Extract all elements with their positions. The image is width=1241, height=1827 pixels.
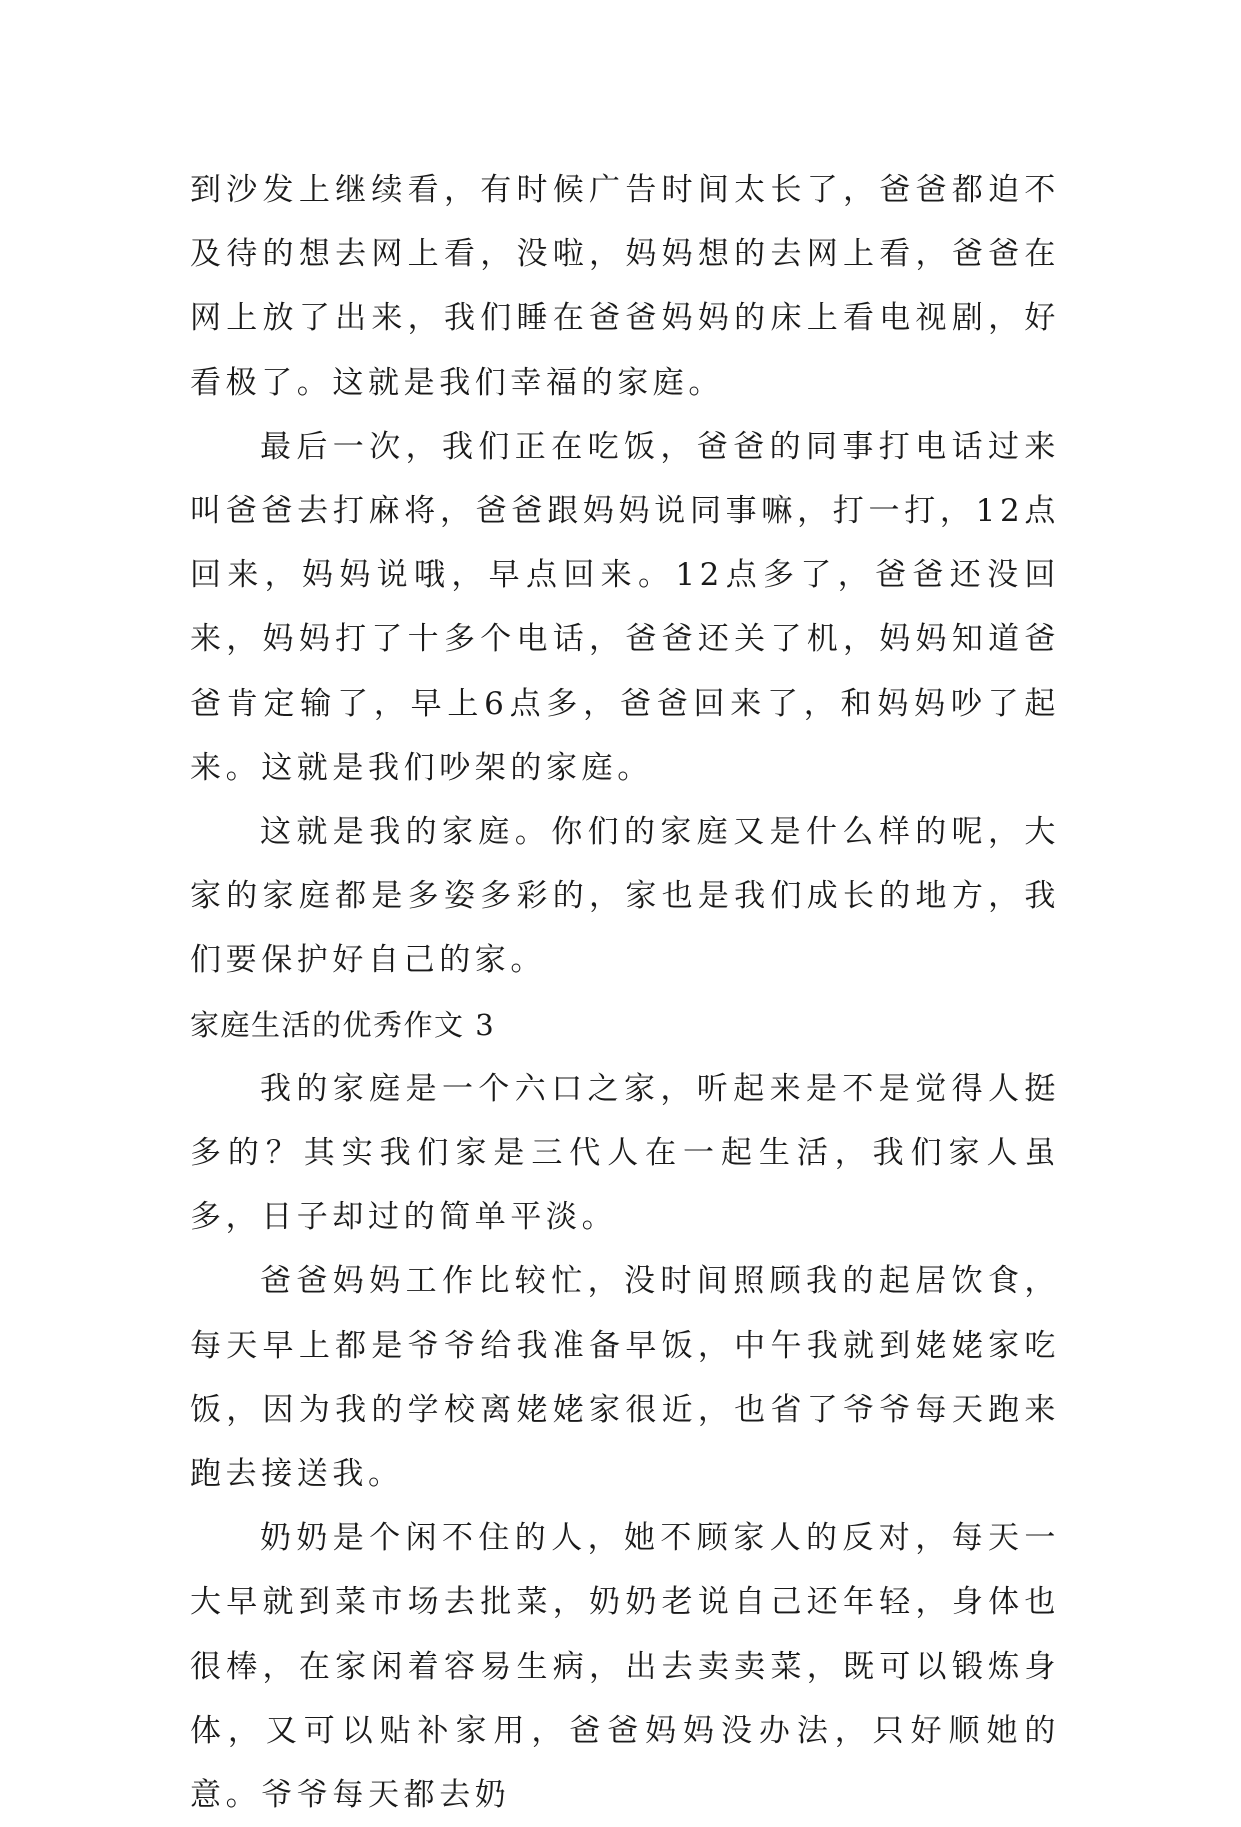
- paragraph: 这就是我的家庭。你们的家庭又是什么样的呢，大家的家庭都是多姿多彩的，家也是我们成长的地方，我们要保护好自己的家。: [190, 814, 1060, 979]
- paragraph: 我的家庭是一个六口之家，听起来是不是觉得人挺多的？其实我们家是三代人在一起生活，我们家人虽多，日子却过的简单平淡。: [190, 1070, 1060, 1236]
- paragraph: 到沙发上继续看，有时候广告时间太长了，爸爸都迫不及待的想去网上看，没啦，妈妈想的去网上看，爸爸在网上放了出来，我们睡在爸爸妈妈的床上看电视剧，好看极了。这就是我们幸福的家庭。: [190, 172, 1060, 401]
- paragraph: 最后一次，我们正在吃饭，爸爸的同事打电话过来叫爸爸去打麻将，爸爸跟妈妈说同事嘛，打一打，12点回来，妈妈说哦，早点回来。12点多了，爸爸还没回来，妈妈打了十多个电话，爸爸还关了机，妈妈知道爸爸肯定输了，早上6点多，爸爸回来了，和妈妈吵了起来。这就是我们吵架的家庭。: [190, 428, 1060, 786]
- section-heading: 家庭生活的优秀作文 3: [190, 1007, 496, 1042]
- paragraph: 奶奶是个闲不住的人，她不顾家人的反对，每天一大早就到菜市场去批菜，奶奶老说自己还年轻，身体也很棒，在家闲着容易生病，出去卖卖菜，既可以锻炼身体，又可以贴补家用，爸爸妈妈没办法，只好顺她的意。爷爷每天都去奶: [190, 1520, 1060, 1814]
- document-body: [190, 158, 1060, 1827]
- paragraph: 爸爸妈妈工作比较忙，没时间照顾我的起居饮食，每天早上都是爷爷给我准备早饭，中午我就到姥姥家吃饭，因为我的学校离姥姥家很近，也省了爷爷每天跑来跑去接送我。: [190, 1263, 1060, 1493]
